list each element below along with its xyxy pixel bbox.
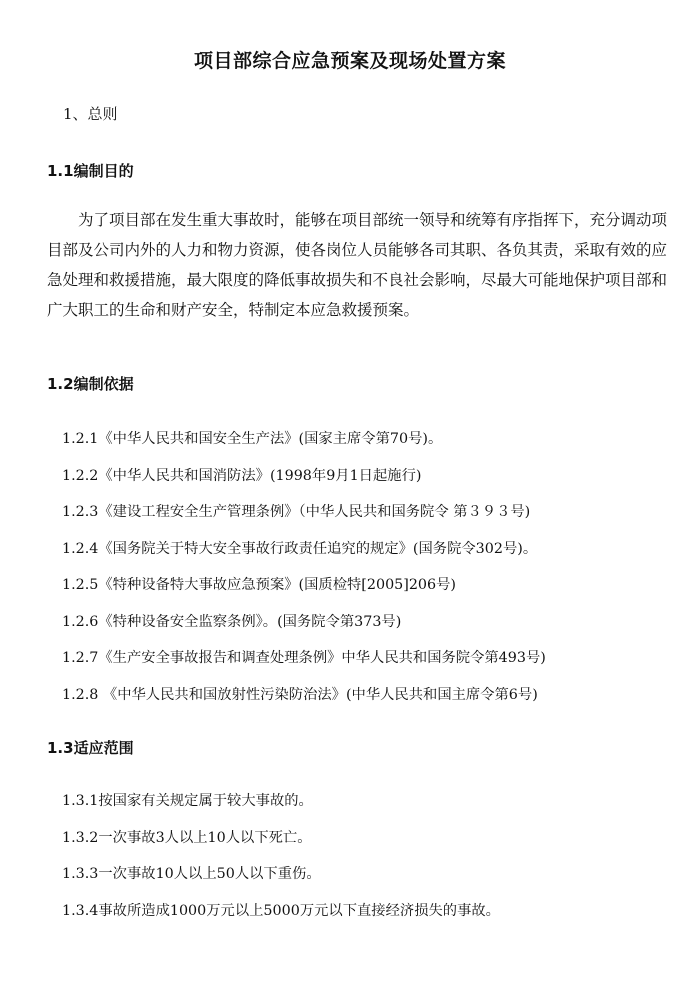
scope-list bbox=[62, 789, 500, 935]
list-item: 1.2.7《生产安全事故报告和调查处理条例》中华人民共和国务院令第493号) bbox=[62, 650, 546, 666]
list-item: 1.3.4事故所造成1000万元以上5000万元以下直接经济损失的事故。 bbox=[62, 902, 500, 919]
list-item: 1.2.8 《中华人民共和国放射性污染防治法》(中华人民共和国主席令第6号) bbox=[62, 686, 538, 703]
purpose-paragraph: 为了项目部在发生重大事故时，能够在项目部统一领导和统筹有序指挥下，充分调动项目部及公司内外的人力和物力资源，使各岗位人员能够各司其职、各负其责，采取有效的应急处理和救援措施，最大限度的降低事故损失和不良社会影响，尽最大可能地保护项目部和广大职工的生命和财产安全，特制定本应急救援预案。 bbox=[47, 211, 668, 319]
chapter-heading: 1、总则 bbox=[63, 105, 118, 123]
list-item: 1.3.2一次事故3人以上10人以下死亡。 bbox=[62, 829, 312, 846]
list-item: 1.2.1《中华人民共和国安全生产法》(国家主席令第70号)。 bbox=[62, 431, 443, 447]
section-heading-basis: 1.2编制依据 bbox=[47, 375, 134, 393]
list-item: 1.2.2《中华人民共和国消防法》(1998年9月1日起施行) bbox=[62, 467, 422, 484]
document-title: 项目部综合应急预案及现场处置方案 bbox=[193, 50, 506, 72]
list-item: 1.2.5《特种设备特大事故应急预案》(国质检特[2005]206号) bbox=[62, 577, 456, 593]
section-heading-purpose: 1.1编制目的 bbox=[47, 162, 134, 180]
list-item: 1.2.3《建设工程安全生产管理条例》（中华人民共和国务院令 第３９３号) bbox=[62, 504, 531, 520]
basis-list bbox=[62, 427, 546, 719]
list-item: 1.3.1按国家有关规定属于较大事故的。 bbox=[62, 793, 313, 809]
list-item: 1.2.4《国务院关于特大安全事故行政责任追究的规定》(国务院令302号)。 bbox=[62, 540, 538, 557]
list-item: 1.2.6《特种设备安全监察条例》。(国务院令第373号) bbox=[62, 613, 402, 630]
section-heading-scope: 1.3适应范围 bbox=[47, 739, 134, 757]
list-item: 1.3.3一次事故10人以上50人以下重伤。 bbox=[62, 866, 321, 882]
